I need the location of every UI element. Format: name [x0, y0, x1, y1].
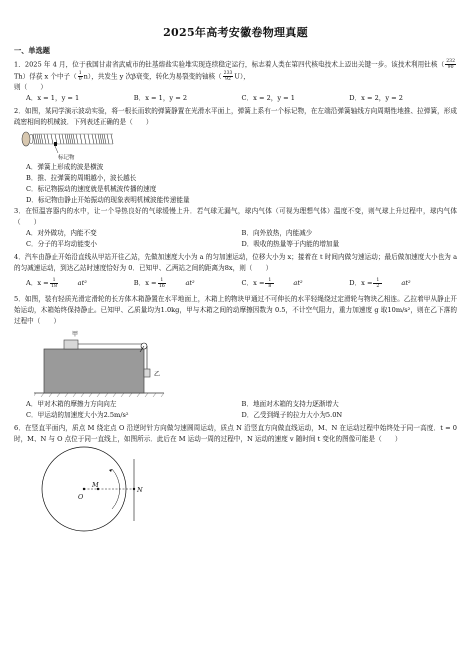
- option-a-fraction: [50, 278, 77, 289]
- label-M: M: [92, 481, 99, 489]
- frac-den: 2: [376, 283, 380, 289]
- frac-num: 1: [265, 278, 274, 284]
- frac-den: 16: [158, 283, 165, 289]
- question-3-stem: 3．在恒温容器内的水中，让一个导热良好的气球缓慢上升．若气球无漏气，球内气体（可视为理想气体）温度不变，则气球上升过程中，球内气体（ ）: [14, 207, 457, 226]
- rotation-arrow-icon: [109, 469, 112, 472]
- option-c-fraction: [265, 278, 292, 289]
- th-atomic-number: 90: [447, 65, 454, 70]
- option-d[interactable]: [349, 274, 457, 292]
- option-d[interactable]: D．吸收的热量等于内能的增加量: [241, 240, 340, 248]
- marker-leader-line: [55, 146, 58, 153]
- option-d[interactable]: D．x = 2，y = 2: [349, 94, 403, 102]
- option-d-prefix: D．x =: [349, 279, 373, 287]
- thorium-nuclide: [445, 59, 456, 70]
- question-1-stem: [14, 59, 457, 93]
- frac-num: 1: [373, 278, 382, 284]
- option-c[interactable]: C．分子的平均动能变小: [26, 240, 97, 248]
- wooden-box: [44, 349, 144, 393]
- frac-num: 1: [158, 278, 167, 284]
- option-a[interactable]: A．弹簧上形成的波是横波: [26, 163, 104, 171]
- hand-icon: [22, 132, 30, 146]
- block-yi: [144, 369, 150, 377]
- option-b-fraction: [158, 278, 185, 289]
- question-2-options: [26, 162, 457, 206]
- question-3-options: [26, 228, 457, 250]
- option-b[interactable]: B．推、拉弹簧的周期越小，波长越长: [26, 174, 137, 182]
- option-a[interactable]: A．x = 1，y = 1: [26, 94, 80, 102]
- hand-finger: [30, 135, 33, 144]
- u-atomic-number: 92: [225, 76, 231, 82]
- uranium-nuclide: [223, 71, 234, 82]
- n-symbol: n: [83, 72, 88, 80]
- question-1-options: [26, 93, 457, 104]
- option-d[interactable]: D．标记物由静止开始振动的现象表明机械波能传递能量: [26, 196, 190, 204]
- page-title: 2025年高考安徽卷物理真题: [163, 26, 308, 39]
- option-c-prefix: C．x =: [241, 279, 265, 287]
- u-mass-number: 233: [223, 70, 233, 76]
- frac-num: 1: [50, 278, 59, 284]
- question-4-options: [26, 274, 457, 292]
- option-c-tail: at²: [293, 279, 303, 287]
- marker-object: [54, 142, 57, 146]
- option-b[interactable]: [134, 274, 242, 292]
- box-pulley-figure: [34, 327, 174, 399]
- option-d[interactable]: D．乙受到绳子的拉力大小为5.0N: [241, 411, 343, 419]
- option-c[interactable]: C．标记物振动的速度就是机械波传播的速度: [26, 185, 157, 193]
- block-jia: [64, 340, 78, 349]
- neutron-nuclide: [78, 71, 83, 82]
- option-d-fraction: [373, 278, 400, 289]
- label-O: O: [78, 493, 84, 501]
- frac-den: 18: [51, 283, 57, 289]
- section-heading: 一、单选题: [14, 46, 50, 55]
- question-2-stem: 2．如图，某同学演示波动实验，将一根长而软的弹簧静置在光滑水平面上，弹簧上系有一个标记物，在左端沿弹簧轴线方向周期性地推、拉弹簧，形成疏密相间的机械波．下列表述正确的是（ ）: [14, 107, 457, 126]
- point-O: [83, 488, 85, 490]
- option-c[interactable]: [242, 274, 350, 292]
- option-b-prefix: B．x =: [133, 279, 157, 287]
- marker-label: 标记物: [58, 155, 75, 161]
- circular-motion-figure: [34, 445, 164, 545]
- option-a[interactable]: [26, 274, 134, 292]
- q1-text-e: 则（ ）: [14, 83, 47, 91]
- option-a[interactable]: A．甲对木箱的摩擦力方向向左: [26, 400, 117, 408]
- question-5-options: [26, 399, 457, 421]
- label-jia: 甲: [72, 331, 79, 338]
- spring-figure: [14, 128, 124, 162]
- q1-text-a: 1．2025 年 4 月，位于我国甘肃省武威市的钍基熔盐实验堆实现连续稳定运行，标志着人类在第四代核电技术上迈出关键一步。该技术利用钍核（: [14, 60, 445, 69]
- option-d-tail: at²: [401, 279, 411, 287]
- u-symbol: U: [234, 72, 240, 80]
- q1-text-c: ），共发生 y 次β衰变，转化为易裂变的铀核（: [87, 72, 222, 80]
- label-N: N: [137, 486, 143, 494]
- question-4-stem: 4．汽车由静止开始沿直线从甲站开往乙站，先做加速度大小为 a 的匀加速运动，位移大小为 x；接着在 t 时间内做匀速运动；最后做加速度大小也为 a 的匀减速运动，到达乙站时速度恰好为 0．已知甲、乙两站之间的距离为8x，则（ ）: [14, 253, 457, 272]
- question-5-stem: 5．如图，装有轻质光滑定滑轮的长方体木箱静置在水平地面上，木箱上的物块甲通过不可伸长的水平轻绳绕过定滑轮与物块乙相连。乙拉着甲从静止开始运动，木箱始终保持静止。已知甲、乙质量均为1.0kg，甲与木箱之间的动摩擦因数为 0.5，不计空气阻力，重力加速度 g 取10m/s²，则在乙下落的过程中（ ）: [14, 295, 457, 325]
- th-mass-number: 232: [446, 59, 455, 64]
- option-a-prefix: A．x =: [26, 279, 49, 287]
- ground-hatch: [34, 393, 164, 397]
- option-b-tail: at²: [185, 279, 195, 287]
- option-b[interactable]: B．x = 1，y = 2: [133, 94, 188, 102]
- option-b[interactable]: B．向外放热，内能减少: [241, 229, 313, 237]
- point-N: [133, 488, 135, 490]
- question-6-stem: 6．在竖直平面内，质点 M 绕定点 O 沿逆时针方向做匀速圆周运动，质点 N 沿竖直方向做直线运动，M、N 在运动过程中始终处于同一高度．t = 0 时，M、N 与 O 点位于同一直线上，如图所示．此后在 M 运动一周的过程中，N 运动的速度 v 随时间 t 变化的图像可能是（ ）: [14, 424, 457, 443]
- label-yi: 乙: [154, 371, 161, 378]
- th-symbol: Th: [14, 72, 23, 80]
- q1-text-d: ），: [239, 72, 250, 80]
- option-c[interactable]: C．甲运动的加速度大小为2.5m/s²: [26, 411, 129, 419]
- option-c[interactable]: C．x = 2，y = 1: [241, 94, 296, 102]
- n-mass-number: 1: [78, 70, 82, 76]
- frac-den: 8: [268, 283, 272, 289]
- n-atomic-number: 0: [78, 76, 82, 82]
- spring-coils: [33, 134, 113, 144]
- option-a-tail: at²: [77, 279, 87, 287]
- option-a[interactable]: A．对外做功，内能不变: [26, 229, 97, 237]
- option-b[interactable]: B．地面对木箱的支持力逐渐增大: [241, 400, 339, 408]
- q1-text-b: ）俘获 x 个中子（: [22, 72, 77, 80]
